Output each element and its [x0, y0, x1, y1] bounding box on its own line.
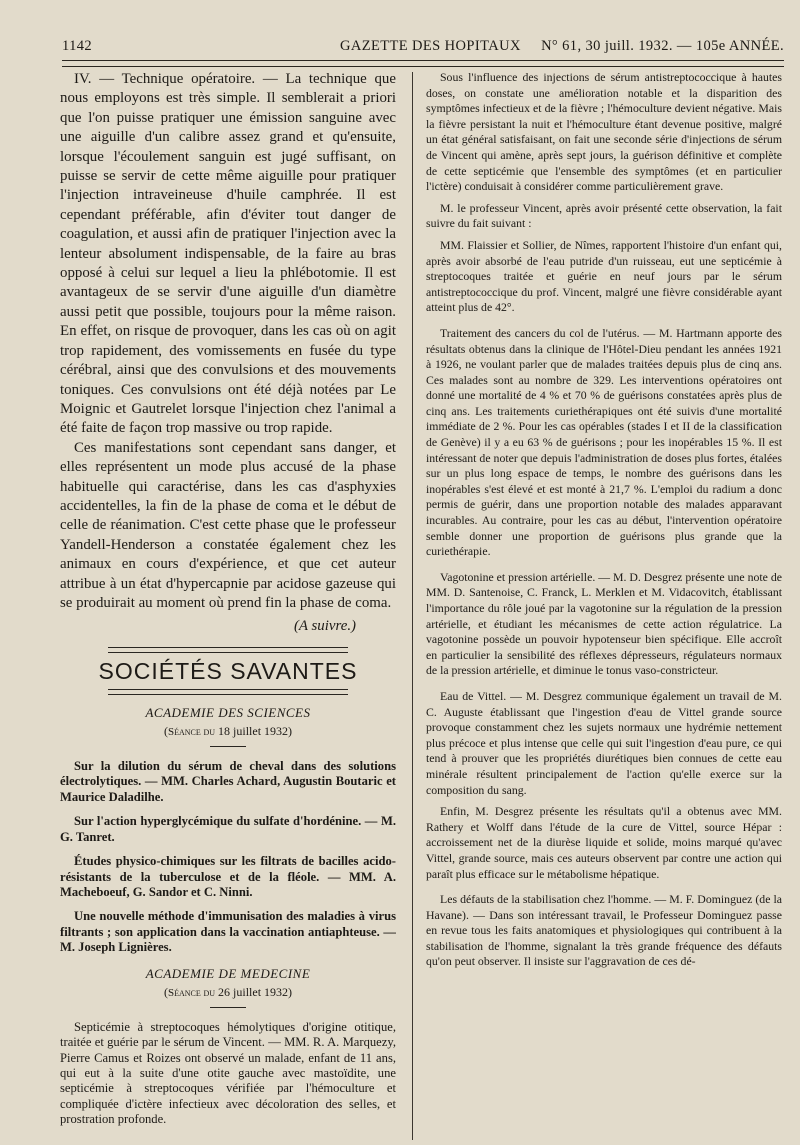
manifestations-paragraph: Ces manifestations sont cependant sans danger, et elles représentent un mode plus accusé de la phase habituelle qui caractérise, dans les cas d'asphyxies accidentelles, la fin de la phase de coma et le début de celle de réanimation. C'est cette phase que le professeur Yandell-Henderson a constatée également chez les animaux en cours d'expérience, et que cet auteur attribue à un état d'hypercapnie par acidose gazeuse qui se produirait au moment où prend fin la phase de coma.: [60, 439, 396, 611]
septicemie-entry: Septicémie à streptocoques hémolytiques d'origine otitique, traitée et guérie par le sérum de Vincent. — MM. R. A. Marquezy, Pierre Camus et Roizes ont observé un malade, enfant de 11 ans, qui eut à la suite d'une otite gauche avec mastoïdite, une septicémie à streptocoques vérifiée par l'hémoculture et compliquée d'ictère infectieux avec décoloration des selles, et prostration profonde.: [60, 1019, 396, 1127]
list-item: Sur l'action hyperglycémique du sulfate d'hordénine. — M. G. Tanret.: [60, 814, 396, 844]
seance-label-1: Séance du: [167, 725, 216, 738]
left-column: [60, 70, 396, 1137]
short-rule-2: [210, 1007, 246, 1008]
list-item: Une nouvelle méthode d'immunisation des maladies à virus filtrants ; son application dans la vaccination antiaphteuse. — M. Joseph Lignières.: [60, 909, 396, 955]
page-header: [62, 38, 784, 58]
academy-medecine-heading: ACADEMIE DE MEDECINE: [145, 965, 311, 981]
section-rule-bottom: [108, 689, 348, 695]
page-number: 1142: [62, 38, 93, 54]
section-title: SOCIÉTÉS SAVANTES: [98, 657, 358, 684]
serum-paragraph: Sous l'influence des injections de sérum antistreptococcique à hautes doses, on constate une amélioration notable et la disparition des symptômes infectieux et de la fièvre ; l'hémoculture devient négative. Mais la fièvre persistant la nuit et l'hémoculture étant devenue positive, malgré un état général satisfaisant, on fait une seconde série d'injections de sérum de Vincent qui amène, après sept jours, la guérison définitive et complète de cette septicémie que l'ensemble des symptômes (et en particulier l'ictère) conduisait à considérer comme particulièrement grave.: [426, 70, 782, 194]
issue-info: N° 61, 30 juill. 1932. — 105e ANNÉE.: [541, 38, 784, 54]
seance-day-1: 18 juillet 1932: [218, 723, 289, 738]
vincent-paragraph: M. le professeur Vincent, après avoir présenté cette observation, la fait suivre du fait suivant :: [426, 200, 782, 231]
vagotonine-paragraph: Vagotonine et pression artérielle. — M. D. Desgrez présente une note de MM. D. Santenoise, C. Franck, L. Merklen et M. Vidacovitch, établissant l'importance du rôle joué par la vagotonine sur la régulation de la pression artérielle, et étudiant les mécanismes de cette action régulatrice. La vagotonine possède un pouvoir hypotenseur bien spécifique. Elle accroît en particulier la sensibilité des réflexes dépresseurs, régulateurs normaux de la pression artérielle, et diminue le tonus vaso-constricteur.: [426, 569, 782, 678]
vittel-paragraph: Eau de Vittel. — M. Desgrez communique également un travail de M. C. Auguste établissant que l'ingestion d'eau de Vittel grande source provoque constamment chez les sujets normaux une hydrémie nettement plus précoce et plus intense que celle qui suit l'ingestion d'eau pure, ce qui tend à prouver que les propriétés diurétiques bien connues de cette eau minérale résultent principalement de l'action qu'elle exerce sur la composition du sang.: [426, 688, 782, 797]
a-suivre: (A suivre.): [293, 618, 356, 635]
academy-sciences-heading: ACADEMIE DES SCIENCES: [145, 704, 311, 720]
technique-paragraph: IV. — Technique opératoire. — La technique que nous employons est très simple. Il semblerait a priori que l'on puisse pratiquer une émission sanguine avec une aiguille d'un calibre assez grand et qu'ensuite, lorsque l'écoulement sanguin est jugé suffisant, on puisse se servir de cette même aiguille pour pratiquer l'injection intraveineuse d'huile camphrée. Il est cependant préférable, afin d'éviter tout danger de coagulation, et aussi afin de pratiquer l'injection avec la lenteur absolument indispensable, de la faire au bras opposé à celui sur lequel a lieu la phlébotomie. Il est avantageux de se servir d'une aiguille d'un diamètre aussi petit que possible, toujours pour la même raison. En effet, on risque de provoquer, dans les cas où on agit trop rapidement, des vomissements en fusée du type cérébral, ainsi que des convulsions et des mouvements toniques. Ces convulsions ont été déjà notées par Le Moignic et Gautrelet lorsque l'injection chez l'animal a été faite de façon trop massive ou trop rapide.: [60, 71, 396, 437]
short-rule-1: [210, 746, 246, 747]
stabilisation-paragraph: Les défauts de la stabilisation chez l'homme. — M. F. Dominguez (de la Havane). — Dans son intéressant travail, le Professeur Dominguez passe en revue tous les faits anatomiques et physiologiques qui contribuent à la stabilisation de l'homme, signalant la très grande fréquence des défauts qu'on peut observer. Il insiste sur l'aggravation de ces dé-: [426, 892, 782, 969]
section-rule: [108, 647, 348, 653]
seance-date-1: (Séance du 18 juillet 1932): [163, 723, 293, 738]
right-column: [426, 70, 782, 976]
header-rule: [62, 60, 784, 67]
cancer-paragraph: Traitement des cancers du col de l'utérus. — M. Hartmann apporte des résultats obtenus dans la clinique de l'Hôtel-Dieu pendant les années 1921 à 1926, ne voulant parler que de malades traitées depuis plus de cinq ans. Ces malades sont au nombre de 329. Les interventions opératoires ont donné une mortalité de 4 % et 70 % de guérisons constatées après plus de cinq ans. Les traitements curiethérapiques ont été suivis d'une mortalité immédiate de 2 %. Pour les cas opérables (stades I et II de la classification de Genève) il y a eu 63 % de guérisons ; pour les inopérables 15 %. Il est intéressant de noter que depuis l'administration de doses plus fortes, étalées sur un plus long espace de temps, le nombre des guérisons dans les inopérables s'est élevé et est monté à 21,7 %. L'emploi du radium a donc permis de guérir, dans une proportion notable des malades apparavant incurables. Au contraire, pour les cas au début, l'intervention opératoire semble donner une proportion de guérisons plus grande que la curiethérapie.: [426, 325, 782, 559]
list-item: Études physico-chimiques sur les filtrats de bacilles acido-résistants de la tuberculose et de la fléole. — MM. A. Macheboeuf, G. Sandor et C. Ninni.: [60, 854, 396, 899]
list-item: Sur la dilution du sérum de cheval dans des solutions électrolytiques. — MM. Charles Achard, Augustin Boutaric et Maurice Daladilhe.: [60, 759, 396, 804]
column-divider: [412, 72, 413, 1140]
seance-date-2: (Séance du 26 juillet 1932): [163, 984, 293, 999]
seance-day-2: 26 juillet 1932: [218, 984, 289, 999]
flaissier-paragraph: MM. Flaissier et Sollier, de Nîmes, rapportent l'histoire d'un enfant qui, après avoir absorbé de l'eau putride d'un ruisseau, eut une septicémie à streptocoques traitée et guérie en neuf jours par le sérum antistreptococcique du prof. Vincent, malgré une fièvre considérable ayant atteint plus de 42°.: [426, 237, 782, 315]
hepar-paragraph: Enfin, M. Desgrez présente les résultats qu'il a obtenus avec MM. Rathery et Wolff dans l'étude de la cure de Vittel, source Hépar : accroissement net de la diurèse liquide et solide, moins marqué qu'avec Vittel, grande source, mais ces auteurs observent par contre une action qui paraît plus efficace sur le métabolisme hépatique.: [426, 804, 782, 881]
seance-label-2: Séance du: [167, 986, 216, 999]
journal-title: GAZETTE DES HOPITAUX: [340, 38, 521, 54]
